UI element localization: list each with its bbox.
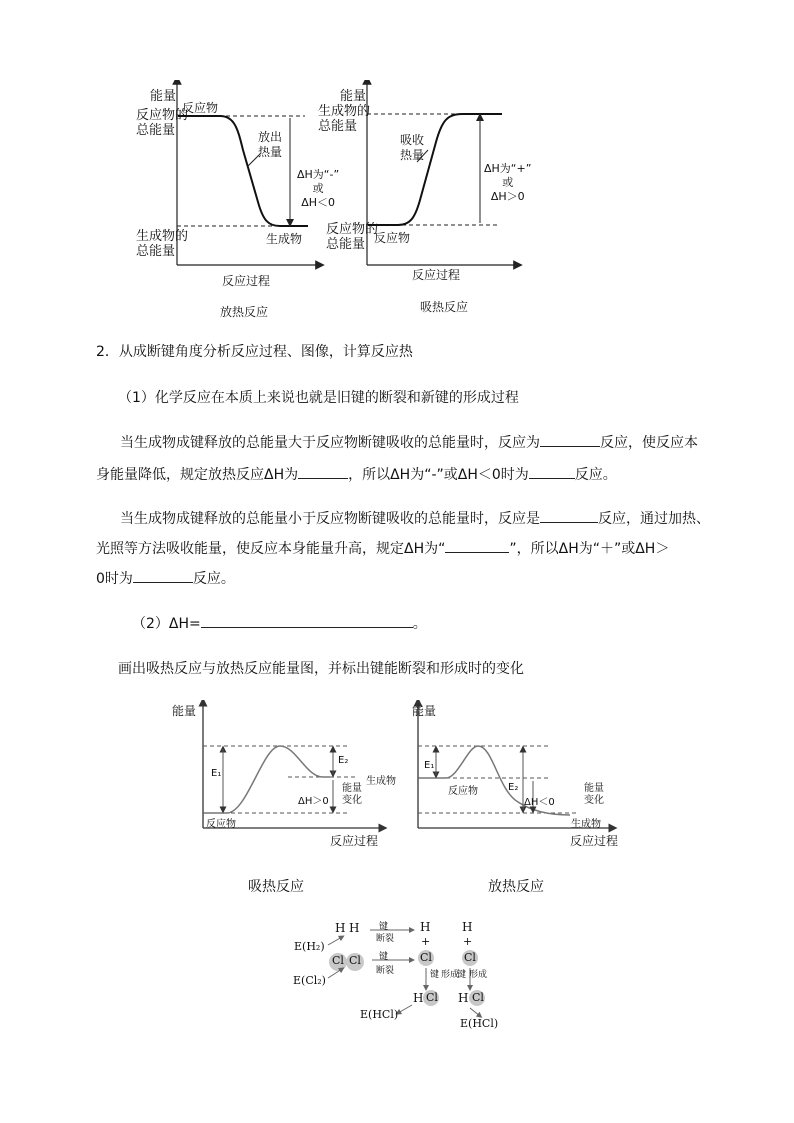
blank-7[interactable] xyxy=(201,614,413,628)
para-2-line2: 身能量降低，规定放热反应ΔH为 ，所以ΔH为“-”或ΔH＜0时为 反应。 xyxy=(96,467,617,483)
f2-left-xlabel: 反应过程 xyxy=(330,834,379,848)
f3-cl-a: Cl xyxy=(332,954,344,967)
exothermic-bond-chart xyxy=(418,702,613,828)
right-reactant: 反应物 xyxy=(374,231,411,245)
f2-right-dh: ΔH＜0 xyxy=(524,797,555,808)
para-3-line1: 当生成物成键释放的总能量小于反应物断键吸收的总能量时，反应是 反应，通过加热、 xyxy=(120,511,710,527)
left-reactant: 反应物 xyxy=(182,101,219,115)
para-3-line2: 光照等方法吸收能量，使反应本身能量升高，规定ΔH为“ ”，所以ΔH为“＋”或ΔH＞ xyxy=(96,541,670,557)
f2-right-ylabel: 能量 xyxy=(412,704,437,718)
f3-h3: H xyxy=(420,920,431,934)
f3-cl-d: Cl xyxy=(464,951,476,964)
f2-right-xlabel: 反应过程 xyxy=(570,834,619,848)
f3-e-h2: E(H₂) xyxy=(294,940,325,953)
right-xlabel: 反应过程 xyxy=(412,268,461,282)
blank-1[interactable] xyxy=(540,433,600,447)
f3-duanlie-2: 断裂 xyxy=(376,966,395,976)
f2-right-e2: E₂ xyxy=(508,782,519,793)
f3-e-hcl-2: E(HCl) xyxy=(460,1017,499,1030)
f2-right-reactant: 反应物 xyxy=(448,786,478,797)
f3-cl-b: Cl xyxy=(349,954,361,967)
blank-5[interactable] xyxy=(445,539,509,553)
blank-2[interactable] xyxy=(298,465,348,479)
f3-cl-c: Cl xyxy=(420,951,432,964)
f2-left-e1: E₁ xyxy=(211,768,222,779)
f3-cl-f: Cl xyxy=(472,991,484,1004)
left-product: 生成物 xyxy=(266,232,303,246)
f2-right-e1: E₁ xyxy=(424,760,435,771)
f2-right-caption: 放热反应 xyxy=(488,879,544,895)
left-xlabel: 反应过程 xyxy=(222,274,271,288)
f3-duanlie-1: 断裂 xyxy=(376,934,395,944)
left-dh-label: ΔH为“-” 或 ΔH＜0 xyxy=(297,168,340,209)
f3-e-cl2: E(Cl₂) xyxy=(293,974,326,987)
f2-right-product: 生成物 xyxy=(571,819,601,830)
f2-left-reactant: 反应物 xyxy=(206,819,236,830)
f2-left-e2: E₂ xyxy=(338,755,349,766)
exothermic-curve xyxy=(178,116,308,226)
f3-h4: H xyxy=(462,920,473,934)
right-caption: 吸热反应 xyxy=(420,300,469,314)
figure-energy-profile-2 xyxy=(168,700,628,850)
f3-plus-2: + xyxy=(463,935,473,948)
para-1: （1）化学反应在本质上来说也就是旧键的断裂和新键的形成过程 xyxy=(118,390,519,406)
f3-h1: H xyxy=(335,921,346,935)
right-heat-label: 吸收 热量 xyxy=(400,133,425,162)
blank-3[interactable] xyxy=(529,465,575,479)
f2-left-change: 能量 变化 xyxy=(342,783,362,806)
f2-left-caption: 吸热反应 xyxy=(248,879,304,895)
para-4: （2）ΔH= 。 xyxy=(132,616,427,632)
section-heading: 2．从成断键角度分析反应过程、图像，计算反应热 xyxy=(96,344,413,360)
f3-jian-1: 键 xyxy=(379,922,389,932)
f2-left-ylabel: 能量 xyxy=(172,704,197,718)
blank-6[interactable] xyxy=(133,569,193,583)
f3-xingcheng-1: 形成 xyxy=(441,970,460,980)
f3-jian-4: 键 xyxy=(457,970,467,980)
para-3-line3: 0时为 反应。 xyxy=(96,571,235,587)
f2-right-change: 能量 变化 xyxy=(584,783,604,806)
para-2-line1: 当生成物成键释放的总能量大于反应物断键吸收的总能量时，反应为 反应，使反应本 xyxy=(120,435,698,451)
left-reactant-total: 反应物的 总能量 xyxy=(136,108,189,138)
f2-left-dh: ΔH＞0 xyxy=(298,796,329,807)
f3-jian-3: 键 xyxy=(430,970,440,980)
f3-e-hcl-1: E(HCl) xyxy=(360,1008,399,1021)
f3-xingcheng-2: 形成 xyxy=(469,970,488,980)
para-5: 画出吸热反应与放热反应能量图，并标出键能断裂和形成时的变化 xyxy=(118,661,524,677)
blank-4[interactable] xyxy=(540,509,598,523)
left-caption: 放热反应 xyxy=(220,305,269,319)
f3-jian-2: 键 xyxy=(379,952,389,962)
left-ylabel: 能量 xyxy=(150,89,177,104)
left-product-total: 生成物的 总能量 xyxy=(136,229,189,259)
f3-h2: H xyxy=(349,921,360,935)
right-reactant-total: 反应物的 总能量 xyxy=(326,222,379,252)
right-product-total: 生成物的 总能量 xyxy=(318,104,371,134)
endothermic-bond-chart xyxy=(203,702,383,828)
left-heat-label: 放出 热量 xyxy=(258,130,283,159)
f3-plus-1: + xyxy=(421,935,431,948)
right-ylabel: 能量 xyxy=(340,89,367,104)
f3-h5: H xyxy=(413,991,424,1005)
f3-cl-e: Cl xyxy=(426,991,438,1004)
f3-h6: H xyxy=(458,991,469,1005)
endothermic-curve xyxy=(368,114,502,225)
right-dh-label: ΔH为“+” 或 ΔH＞0 xyxy=(484,162,532,203)
f2-left-product: 生成物 xyxy=(366,776,396,787)
